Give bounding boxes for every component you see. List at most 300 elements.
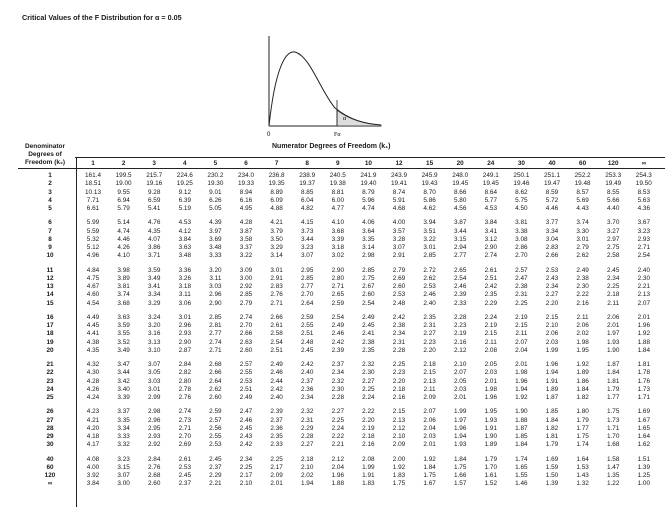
denominator-title-line: Denominator <box>24 143 66 150</box>
table-cell: 3.86 <box>147 244 161 251</box>
table-cell: 4.35 <box>147 227 161 235</box>
table-cell: 2.90 <box>331 266 345 274</box>
table-cell: 2.98 <box>147 408 161 416</box>
figure-origin-label: 0 <box>267 132 271 138</box>
table-cell: 4.10 <box>117 252 130 260</box>
table-cell: 19.16 <box>146 180 163 188</box>
table-cell: 3.15 <box>117 463 130 471</box>
table-cell: 253.3 <box>605 172 622 179</box>
table-cell: 3.34 <box>117 424 130 432</box>
table-cell: 2.90 <box>178 338 192 346</box>
table-cell: 2.07 <box>637 299 651 307</box>
row-label: 26 <box>46 408 54 416</box>
table-cell: 2.29 <box>484 299 498 307</box>
table-cell: 19.00 <box>115 180 132 188</box>
table-cell: 1.90 <box>484 433 498 440</box>
column-header: 24 <box>487 160 495 167</box>
table-cell: 4.28 <box>239 219 253 227</box>
table-cell: 2.08 <box>484 346 498 354</box>
table-cell: 3.01 <box>178 313 192 321</box>
table-cell: 19.37 <box>299 180 316 188</box>
table-cell: 3.01 <box>270 266 283 274</box>
table-cell: 4.28 <box>86 377 100 385</box>
table-cell: 2.09 <box>423 394 436 401</box>
table-cell: 2.19 <box>362 424 375 432</box>
table-cell: 3.38 <box>515 227 528 235</box>
table-cell: 1.77 <box>606 394 620 401</box>
table-cell: 4.00 <box>86 463 100 471</box>
table-cell: 1.88 <box>515 416 528 424</box>
table-cell: 19.43 <box>421 180 438 188</box>
table-cell: 8.81 <box>331 188 345 196</box>
table-cell: 161.4 <box>85 172 101 179</box>
table-cell: 2.91 <box>270 274 283 282</box>
table-cell: 2.42 <box>300 361 314 368</box>
table-cell: 1.70 <box>606 433 620 440</box>
table-cell: 2.01 <box>484 377 498 385</box>
table-cell: 2.66 <box>270 313 283 321</box>
table-cell: 4.88 <box>270 205 283 212</box>
table-cell: 3.41 <box>484 227 498 235</box>
table-cell: 5.77 <box>484 196 498 204</box>
table-cell: 3.35 <box>117 416 130 424</box>
table-cell: 1.78 <box>637 369 651 377</box>
table-cell: 19.41 <box>391 180 407 188</box>
numerator-title: Numerator Degrees of Freedom (k₁) <box>272 143 391 150</box>
table-cell: 3.07 <box>117 472 130 479</box>
table-cell: 3.18 <box>178 283 192 290</box>
table-cell: 3.01 <box>576 235 589 243</box>
table-cell: 2.72 <box>423 266 436 274</box>
table-cell: 2.49 <box>270 361 283 368</box>
table-cell: 4.46 <box>545 205 559 212</box>
table-cell: 2.03 <box>484 369 498 377</box>
table-cell: 2.42 <box>331 338 345 346</box>
table-cell: 3.52 <box>117 338 130 346</box>
table-cell: 2.45 <box>239 424 253 432</box>
table-cell: 8.55 <box>606 188 620 196</box>
table-cell: 2.39 <box>331 346 345 354</box>
table-cell: 2.63 <box>239 338 253 346</box>
table-cell: 18.51 <box>85 180 101 188</box>
table-cell: 1.97 <box>453 416 467 424</box>
table-cell: 3.11 <box>209 274 222 282</box>
table-cell: 2.28 <box>392 346 406 354</box>
table-cell: 2.38 <box>515 283 528 290</box>
table-cell: 2.06 <box>576 322 589 329</box>
table-cell: 5.72 <box>545 196 559 204</box>
table-cell: 2.54 <box>331 313 345 321</box>
table-cell: 2.55 <box>209 433 222 440</box>
table-cell: 3.77 <box>545 219 559 227</box>
table-cell: 3.44 <box>453 227 467 235</box>
table-cell: 2.23 <box>423 338 436 346</box>
table-cell: 2.13 <box>392 416 406 424</box>
table-cell: 2.39 <box>453 291 467 299</box>
table-cell: 2.34 <box>392 330 406 338</box>
table-cell: 8.74 <box>392 188 406 196</box>
table-cell: 2.70 <box>515 252 528 260</box>
table-cell: 3.34 <box>147 291 161 299</box>
table-cell: 3.58 <box>239 235 253 243</box>
table-cell: 1.84 <box>453 455 467 463</box>
table-cell: 3.49 <box>147 274 161 282</box>
table-cell: 4.26 <box>117 244 130 251</box>
table-cell: 2.45 <box>362 322 375 329</box>
table-cell: 2.15 <box>392 408 406 416</box>
table-cell: 2.10 <box>453 361 467 368</box>
table-cell: 2.37 <box>270 416 283 424</box>
table-cell: 2.20 <box>392 377 406 385</box>
row-label: 14 <box>46 291 54 299</box>
table-cell: 3.47 <box>117 361 130 368</box>
table-cell: 2.97 <box>606 235 620 243</box>
row-label: 5 <box>48 205 52 212</box>
table-cell: 2.35 <box>270 433 283 440</box>
table-cell: 2.11 <box>607 299 620 307</box>
table-cell: 1.81 <box>606 377 620 385</box>
table-cell: 1.98 <box>515 369 528 377</box>
table-cell: 4.10 <box>331 219 345 227</box>
table-cell: 1.62 <box>637 441 651 449</box>
table-cell: 3.03 <box>147 377 161 385</box>
table-cell: 2.96 <box>147 416 161 424</box>
table-cell: 2.61 <box>178 455 192 463</box>
table-cell: 4.39 <box>209 219 222 227</box>
row-label: 120 <box>44 472 56 479</box>
table-cell: 3.59 <box>117 322 130 329</box>
table-cell: 2.34 <box>239 455 253 463</box>
row-label: 3 <box>48 188 52 196</box>
table-cell: 238.9 <box>299 172 316 179</box>
table-cell: 1.65 <box>637 424 651 432</box>
table-cell: 4.77 <box>331 205 345 212</box>
table-cell: 2.49 <box>331 322 345 329</box>
table-cell: 2.69 <box>178 441 192 449</box>
table-cell: 4.74 <box>117 227 130 235</box>
table-cell: 240.5 <box>329 172 346 179</box>
table-cell: 8.57 <box>576 188 589 196</box>
table-cell: 2.42 <box>392 313 406 321</box>
table-cell: 2.25 <box>392 361 406 368</box>
table-cell: 1.99 <box>362 463 375 471</box>
table-cell: 1.52 <box>484 480 498 488</box>
table-cell: 2.25 <box>331 416 345 424</box>
table-cell: 1.75 <box>423 472 436 479</box>
table-cell: 3.55 <box>117 330 130 338</box>
table-cell: 2.10 <box>239 480 253 488</box>
table-cell: 254.3 <box>635 172 652 179</box>
table-cell: 2.61 <box>270 322 283 329</box>
table-cell: 2.05 <box>484 361 498 368</box>
table-cell: 2.11 <box>423 385 436 393</box>
table-cell: 2.31 <box>423 322 436 329</box>
table-cell: 2.95 <box>300 266 314 274</box>
row-label-rule <box>76 157 77 507</box>
table-cell: 2.21 <box>209 480 222 488</box>
table-cell: 1.87 <box>545 394 559 401</box>
table-cell: 2.01 <box>270 480 283 488</box>
table-cell: 2.28 <box>453 313 467 321</box>
table-cell: 1.85 <box>515 433 528 440</box>
table-cell: 2.01 <box>423 441 436 449</box>
table-cell: 2.57 <box>209 416 222 424</box>
table-cell: 1.64 <box>637 433 651 440</box>
table-cell: 2.62 <box>209 385 222 393</box>
table-cell: 2.34 <box>545 283 559 290</box>
table-cell: 2.75 <box>362 274 375 282</box>
table-cell: 2.76 <box>270 291 283 299</box>
table-cell: 3.40 <box>117 385 130 393</box>
table-cell: 1.79 <box>606 385 620 393</box>
table-cell: 2.19 <box>484 322 498 329</box>
table-cell: 2.04 <box>423 424 436 432</box>
table-cell: 1.91 <box>545 377 559 385</box>
table-cell: 4.17 <box>86 441 100 449</box>
table-cell: 19.46 <box>513 180 530 188</box>
table-cell: 2.19 <box>453 330 467 338</box>
table-cell: 1.71 <box>606 424 620 432</box>
table-cell: 1.74 <box>576 441 589 449</box>
table-cell: 3.84 <box>484 219 498 227</box>
row-label: 10 <box>46 252 54 260</box>
table-cell: 2.90 <box>484 244 498 251</box>
table-cell: 4.75 <box>86 274 100 282</box>
table-cell: 2.79 <box>239 299 253 307</box>
table-cell: 2.15 <box>545 313 559 321</box>
table-cell: 2.01 <box>606 322 620 329</box>
table-cell: 2.38 <box>362 338 375 346</box>
table-cell: 234.0 <box>238 172 254 179</box>
table-cell: 2.20 <box>423 346 436 354</box>
table-cell: 5.66 <box>606 196 620 204</box>
table-cell: 2.66 <box>545 252 559 260</box>
table-cell: 1.81 <box>545 433 559 440</box>
table-cell: 1.39 <box>637 463 651 471</box>
table-cell: 2.32 <box>331 377 345 385</box>
table-cell: 3.06 <box>178 299 192 307</box>
table-cell: 6.61 <box>86 205 100 212</box>
table-cell: 1.87 <box>606 361 620 368</box>
table-cell: 2.43 <box>239 433 253 440</box>
table-cell: 19.25 <box>176 180 193 188</box>
table-cell: 2.29 <box>300 424 314 432</box>
table-cell: 1.79 <box>484 455 498 463</box>
table-cell: 3.02 <box>331 252 345 260</box>
table-cell: 5.80 <box>453 196 467 204</box>
row-label: 13 <box>46 283 54 290</box>
table-cell: 1.53 <box>576 463 589 471</box>
table-cell: 4.32 <box>86 361 100 368</box>
table-cell: 2.11 <box>576 313 589 321</box>
table-cell: 2.58 <box>606 252 620 260</box>
table-cell: 2.27 <box>545 291 559 299</box>
table-cell: 3.15 <box>453 235 467 243</box>
table-cell: 252.2 <box>574 172 591 179</box>
table-cell: 2.40 <box>423 299 436 307</box>
table-cell: 2.56 <box>209 424 222 432</box>
table-cell: 1.98 <box>576 338 589 346</box>
table-cell: 1.64 <box>576 455 589 463</box>
table-cell: 2.59 <box>209 408 222 416</box>
row-label: 20 <box>46 346 54 354</box>
table-cell: 2.33 <box>453 299 467 307</box>
table-cell: 2.42 <box>484 283 498 290</box>
table-cell: 2.09 <box>270 472 283 479</box>
table-cell: 1.81 <box>637 361 651 368</box>
row-label: 21 <box>46 361 54 368</box>
table-cell: 3.74 <box>117 291 130 299</box>
table-cell: 2.20 <box>362 416 375 424</box>
table-cell: 1.73 <box>606 416 620 424</box>
table-cell: 4.23 <box>86 408 100 416</box>
table-cell: 2.10 <box>545 322 559 329</box>
table-cell: 2.40 <box>300 369 314 377</box>
table-cell: 245.9 <box>421 172 438 179</box>
table-cell: 5.12 <box>86 244 100 251</box>
table-cell: 2.90 <box>209 299 222 307</box>
table-cell: 1.82 <box>576 394 589 401</box>
table-cell: 2.23 <box>453 322 467 329</box>
table-cell: 3.32 <box>117 441 130 449</box>
table-cell: 1.89 <box>576 369 589 377</box>
table-cell: 8.70 <box>423 188 436 196</box>
table-cell: 250.1 <box>513 172 530 179</box>
row-label: 40 <box>46 455 54 463</box>
table-cell: 1.57 <box>453 480 467 488</box>
table-cell: 4.21 <box>86 416 100 424</box>
table-cell: 5.96 <box>362 196 375 204</box>
table-cell: 3.39 <box>331 235 345 243</box>
table-cell: 1.67 <box>423 480 436 488</box>
table-cell: 3.51 <box>423 227 436 235</box>
table-cell: 4.35 <box>86 346 100 354</box>
table-cell: 2.31 <box>392 338 406 346</box>
table-cell: 2.15 <box>515 322 528 329</box>
table-cell: 2.60 <box>392 283 406 290</box>
table-cell: 2.67 <box>362 283 375 290</box>
table-cell: 4.84 <box>86 266 100 274</box>
table-cell: 2.55 <box>300 322 314 329</box>
table-cell: 2.86 <box>515 244 528 251</box>
table-cell: 2.35 <box>362 346 375 354</box>
table-cell: 2.31 <box>300 416 314 424</box>
table-cell: 3.03 <box>209 283 222 290</box>
table-cell: 3.37 <box>239 244 253 251</box>
table-cell: 4.62 <box>423 205 436 212</box>
table-cell: 2.53 <box>545 266 559 274</box>
table-cell: 2.43 <box>545 274 559 282</box>
table-cell: 2.34 <box>331 369 345 377</box>
table-cell: 2.46 <box>331 330 345 338</box>
table-cell: 2.02 <box>576 330 589 338</box>
table-cell: 1.84 <box>576 385 589 393</box>
row-label: 7 <box>48 227 52 235</box>
table-cell: 2.59 <box>300 313 314 321</box>
row-label: 12 <box>46 274 54 282</box>
table-cell: 3.34 <box>545 227 559 235</box>
table-cell: 2.49 <box>362 313 375 321</box>
table-cell: 2.13 <box>637 291 651 299</box>
table-cell: 2.48 <box>300 338 314 346</box>
table-cell: 2.11 <box>484 338 497 346</box>
table-cell: 3.87 <box>453 219 467 227</box>
row-label: 11 <box>46 266 54 274</box>
table-cell: 1.85 <box>545 408 559 416</box>
table-cell: 3.44 <box>117 369 130 377</box>
table-cell: 3.63 <box>117 313 130 321</box>
table-cell: 3.07 <box>300 252 314 260</box>
table-cell: 2.73 <box>178 416 192 424</box>
table-cell: 2.59 <box>331 299 345 307</box>
table-cell: 3.84 <box>178 235 192 243</box>
table-cell: 8.64 <box>484 188 498 196</box>
table-cell: 2.04 <box>331 463 345 471</box>
table-cell: 1.73 <box>637 385 651 393</box>
figure-alpha-label: α <box>343 116 347 122</box>
table-cell: 2.91 <box>392 252 406 260</box>
table-cell: 2.37 <box>300 377 314 385</box>
table-cell: 2.45 <box>209 455 222 463</box>
table-cell: 1.96 <box>545 361 559 368</box>
table-cell: 2.11 <box>515 330 528 338</box>
table-cell: 4.38 <box>86 338 100 346</box>
table-cell: 4.60 <box>86 291 100 299</box>
table-cell: 3.84 <box>86 480 100 488</box>
table-cell: 1.75 <box>606 408 620 416</box>
table-cell: 2.46 <box>453 283 467 290</box>
table-cell: 251.1 <box>544 172 560 179</box>
table-cell: 230.2 <box>207 172 224 179</box>
table-cell: 2.85 <box>362 266 375 274</box>
table-cell: 2.10 <box>300 463 314 471</box>
table-cell: 2.68 <box>209 361 222 368</box>
table-cell: 1.99 <box>453 408 467 416</box>
table-cell: 2.82 <box>178 369 192 377</box>
table-cell: 2.22 <box>331 433 345 440</box>
table-cell: 9.28 <box>147 188 161 196</box>
table-cell: 2.42 <box>270 385 283 393</box>
table-cell: 2.37 <box>209 463 222 471</box>
table-cell: 8.85 <box>300 188 314 196</box>
column-header: 7 <box>274 160 279 167</box>
table-cell: 3.35 <box>362 235 375 243</box>
table-cell: 4.49 <box>86 313 100 321</box>
table-cell: 3.23 <box>637 227 651 235</box>
table-cell: 1.32 <box>576 480 589 488</box>
table-cell: 1.89 <box>545 385 559 393</box>
table-cell: 3.92 <box>86 472 100 479</box>
table-cell: 2.98 <box>362 252 375 260</box>
column-header: 40 <box>548 160 556 167</box>
table-cell: 9.12 <box>178 188 192 196</box>
table-cell: 3.05 <box>147 369 161 377</box>
table-cell: 3.01 <box>423 244 436 251</box>
table-cell: 2.70 <box>178 433 192 440</box>
table-cell: 2.93 <box>147 433 161 440</box>
table-cell: 2.10 <box>392 433 406 440</box>
table-cell: 2.83 <box>545 244 559 251</box>
table-cell: 1.84 <box>515 441 528 449</box>
table-cell: 2.69 <box>392 274 406 282</box>
table-cell: 1.47 <box>606 463 620 471</box>
table-cell: 1.96 <box>515 377 528 385</box>
table-cell: 1.77 <box>576 424 589 432</box>
table-cell: 2.60 <box>147 480 161 488</box>
row-label: 25 <box>46 394 54 401</box>
table-cell: 1.79 <box>576 416 589 424</box>
table-cell: 2.06 <box>606 313 620 321</box>
